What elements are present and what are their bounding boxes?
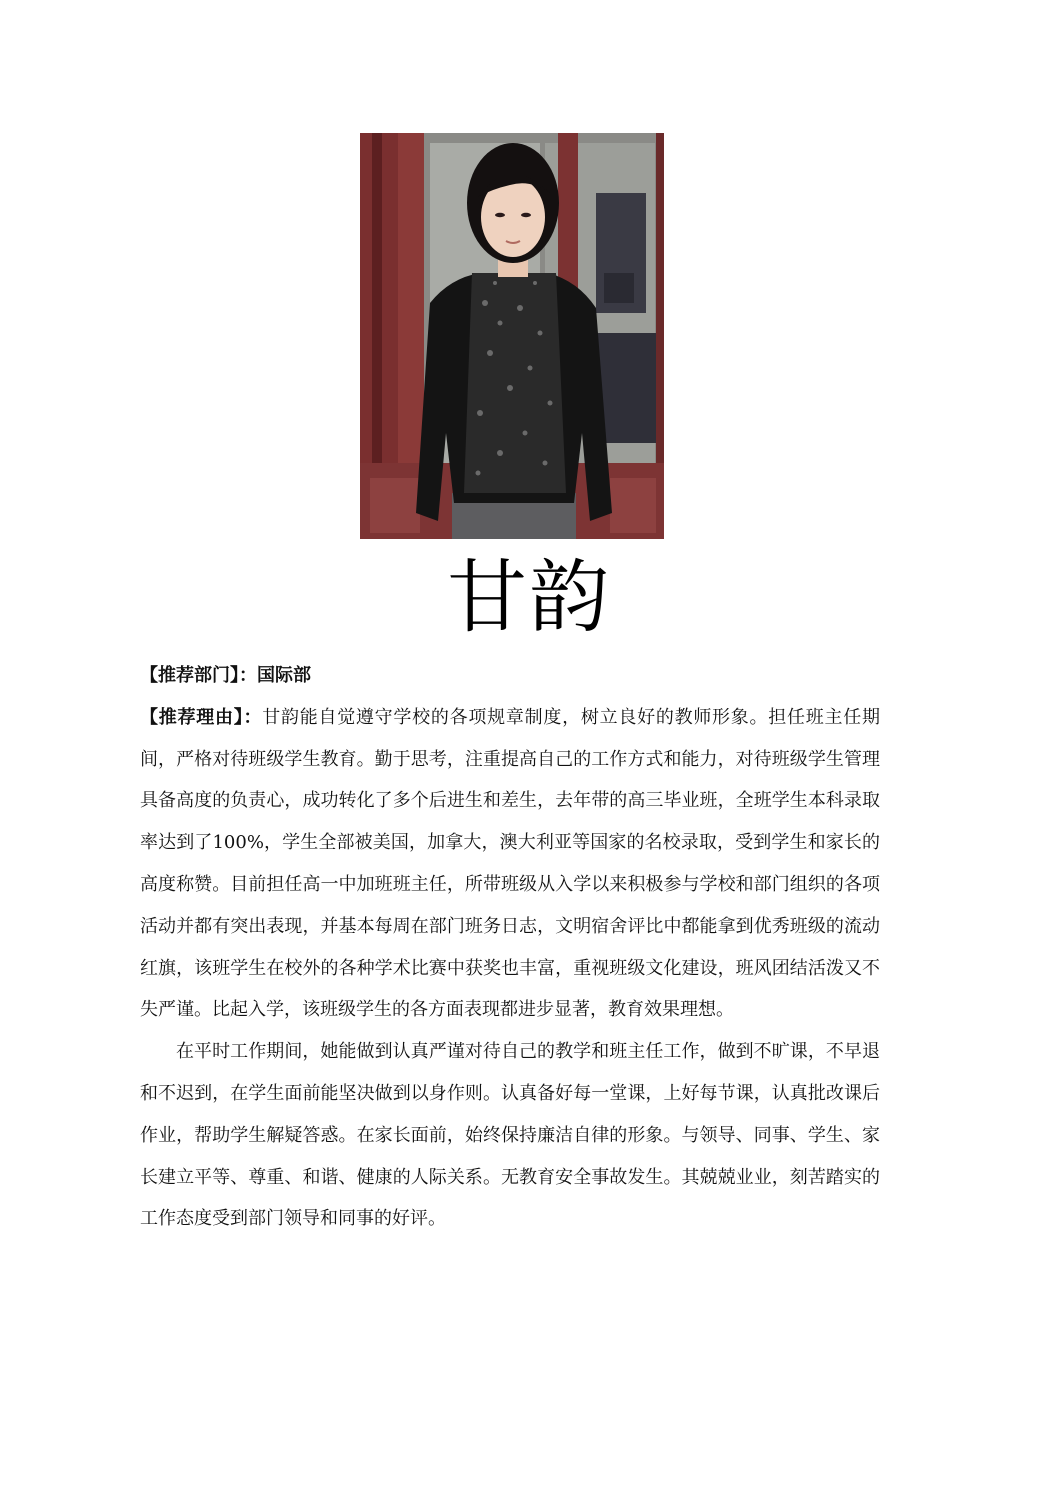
reason-paragraph-2: 在平时工作期间，她能做到认真严谨对待自己的教学和班主任工作，做到不旷课，不早退和不迟到，在学生面前能坚决做到以身作则。认真备好每一堂课，上好每节课，认真批改课后作业，帮助学生解疑答惑。在家长面前，始终保持廉洁自律的形象。与领导、同事、学生、家长建立平等、尊重、和谐、健康的人际关系。无教育安全事故发生。其兢兢业业，刻苦踏实的工作态度受到部门领导和同事的好评。 bbox=[140, 1041, 880, 1230]
reason-text-1: 甘韵能自觉遵守学校的各项规章制度，树立良好的教师形象。担任班主任期间，严格对待班级学生教育。勤于思考，注重提高自己的工作方式和能力，对待班级学生管理具备高度的负责心，成功转化了多个后进生和差生，去年带的高三毕业班，全班学生本科录取率达到了100%，学生全部被美国，加拿大，澳大利亚等国家的名校录取，受到学生和家长的高度称赞。目前担任高一中加班班主任，所带班级从入学以来积极参与学校和部门组织的各项活动并都有突出表现，并基本每周在部门班务日志，文明宿舍评比中都能拿到优秀班级的流动红旗，该班学生在校外的各种学术比赛中获奖也丰富，重视班级文化建设，班风团结活泼又不失严谨。比起入学，该班级学生的各方面表现都进步显著，教育效果理想。 bbox=[140, 706, 881, 1021]
person-name-title: 甘韵 bbox=[447, 551, 611, 644]
department-line bbox=[140, 655, 880, 697]
teacher-portrait-photo bbox=[360, 133, 664, 539]
reason-paragraph-1 bbox=[140, 697, 880, 1031]
reason-label: 【推荐理由】： bbox=[140, 706, 263, 728]
department-label: 【推荐部门】： bbox=[140, 665, 257, 686]
department-value: 国际部 bbox=[257, 665, 311, 686]
recommendation-body bbox=[140, 655, 880, 1240]
